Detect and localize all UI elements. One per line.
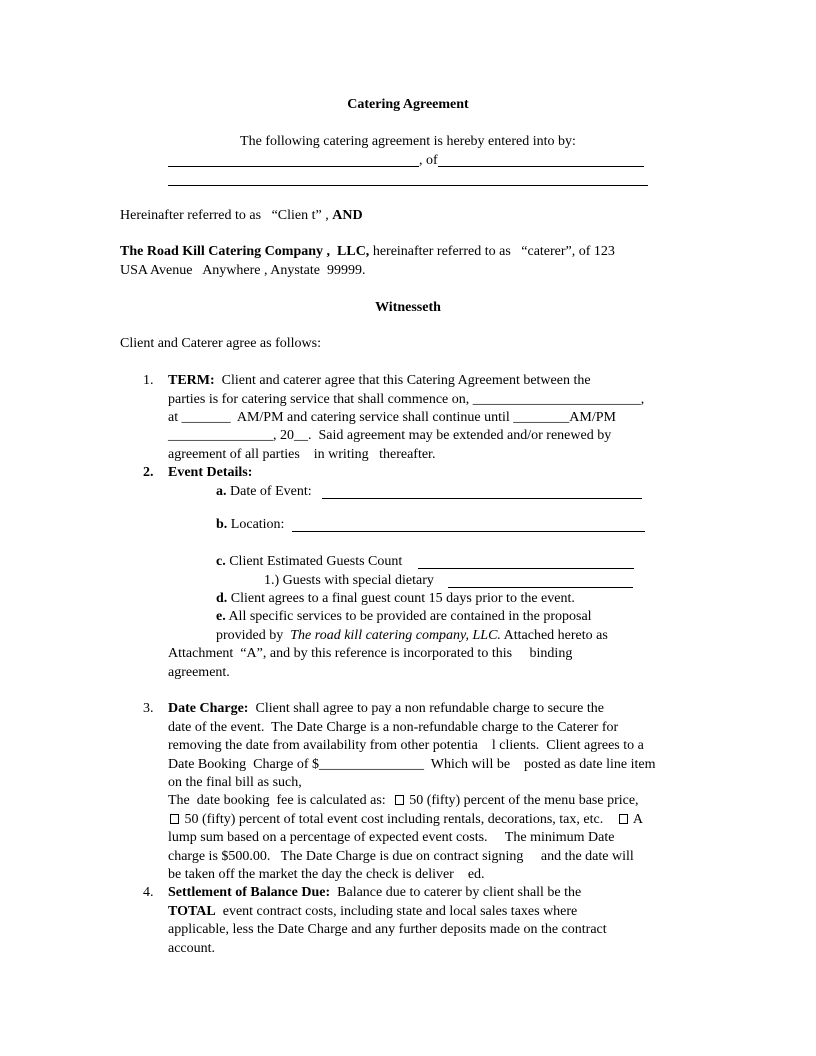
section-2-number: 2. (143, 465, 154, 480)
dietary-guests-field[interactable] (448, 587, 633, 588)
section-1-heading: TERM: (168, 373, 215, 388)
section-1-number: 1. (143, 373, 154, 388)
section-3-line-6: The date booking fee is calculated as: 50 (fifty) percent of the menu base price, (168, 793, 639, 808)
page-title: Catering Agreement (347, 97, 469, 112)
section-4-heading: Settlement of Balance Due: (168, 885, 331, 900)
section-3-line-4: Date Booking Charge of $_______________ Which will be posted as date line item (168, 757, 656, 772)
section-1-line-5: agreement of all parties in writing thereafter. (168, 447, 436, 462)
party-address-line-2[interactable] (168, 185, 648, 186)
section-3-line-9: charge is $500.00. The Date Charge is due on contract signing and the date will (168, 849, 634, 864)
section-3-heading: Date Charge: (168, 701, 249, 716)
company-address: USA Avenue Anywhere , Anystate 99999. (120, 263, 366, 278)
event-date-label: a. Date of Event: (216, 484, 312, 499)
section-3-number: 3. (143, 701, 154, 716)
total-event-checkbox[interactable] (170, 814, 179, 824)
section-4-line-4: account. (168, 941, 216, 956)
services-line-1: e. All specific services to be provided are contained in the proposal (216, 609, 592, 624)
lump-sum-checkbox[interactable] (619, 814, 628, 824)
section-3-line-10: be taken off the market the day the check is deliver ed. (168, 867, 485, 882)
location-field[interactable] (292, 531, 645, 532)
event-date-field[interactable] (322, 498, 642, 499)
company-line: The Road Kill Catering Company , LLC, hereinafter referred to as “caterer”, of 123 (120, 244, 615, 259)
section-4-line-3: applicable, less the Date Charge and any further deposits made on the contract (168, 922, 607, 937)
section-4-line-2: TOTAL event contract costs, including state and local sales taxes where (168, 904, 578, 919)
guest-count-label: c. Client Estimated Guests Count (216, 554, 403, 569)
services-line-2: provided by The road kill catering company, LLC. Attached hereto as (216, 628, 608, 643)
location-label: b. Location: (216, 517, 285, 532)
services-line-4: agreement. (168, 665, 230, 680)
section-2-heading: Event Details: (168, 465, 253, 480)
section-1-line-4: _______________, 20__. Said agreement may be extended and/or renewed by (168, 428, 612, 443)
section-3-line-2: date of the event. The Date Charge is a non-refundable charge to the Caterer for (168, 720, 619, 735)
witnesseth-heading: Witnesseth (375, 300, 441, 315)
company-name: The Road Kill Catering Company , LLC, (120, 244, 370, 259)
agree-as-follows: Client and Caterer agree as follows: (120, 336, 321, 351)
section-3-line-3: removing the date from availability from other potentia l clients. Client agrees to a (168, 738, 644, 753)
party-name-line[interactable] (168, 166, 419, 167)
menu-base-checkbox[interactable] (395, 795, 404, 805)
section-3-line-8: lump sum based on a percentage of expected event costs. The minimum Date (168, 830, 615, 845)
intro-text: The following catering agreement is hereby entered into by: (240, 134, 576, 149)
party-address-line[interactable] (438, 166, 644, 167)
services-line-3: Attachment “A”, and by this reference is incorporated to this binding (168, 646, 573, 661)
hereinafter-client: Hereinafter referred to as “Clien t” , AND (120, 208, 363, 223)
section-4-line-1: Settlement of Balance Due: Balance due to caterer by client shall be the (168, 885, 582, 900)
section-3-line-5: on the final bill as such, (168, 775, 302, 790)
section-3-line-7: 50 (fifty) percent of total event cost including rentals, decorations, tax, etc. A (168, 811, 643, 829)
section-1-line-1: TERM: Client and caterer agree that this Catering Agreement between the (168, 373, 591, 388)
company-name-italic: The road kill catering company, LLC. (290, 628, 501, 643)
section-4-number: 4. (143, 885, 154, 900)
section-1-line-3: at _______ AM/PM and catering service shall continue until ________AM/PM (168, 410, 616, 425)
section-1-line-2: parties is for catering service that shall commence on, ________________________, (168, 392, 645, 407)
section-3-line-1: Date Charge: Client shall agree to pay a non refundable charge to secure the (168, 701, 604, 716)
guest-count-field[interactable] (418, 568, 634, 569)
dietary-guests-label: 1.) Guests with special dietary (264, 573, 434, 588)
intro-of: , of (419, 153, 438, 168)
final-count-line: d. Client agrees to a final guest count 15 days prior to the event. (216, 591, 575, 606)
